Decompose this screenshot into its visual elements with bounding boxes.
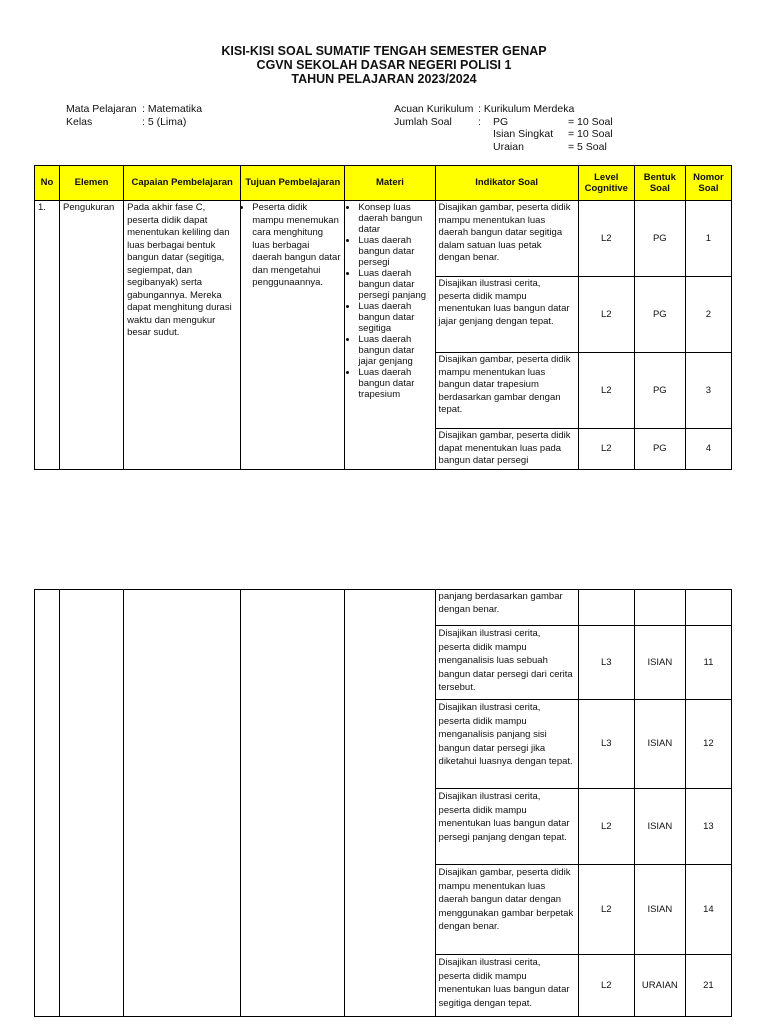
materi-item: • Luas daerah bangun datar trapesium [358, 367, 431, 400]
mapel-label: Mata Pelajaran [66, 103, 137, 115]
uraian-value: = 5 Soal [568, 140, 607, 153]
level-cell: L2 [578, 789, 634, 865]
indikator-cell: Disajikan ilustrasi cerita, peserta didik mampu menganalisis panjang sisi bangun datar persegi jika diketahui luasnya dengan tepat. [435, 700, 578, 789]
col-bentuk: Bentuk Soal [634, 166, 685, 201]
row-materi [345, 201, 435, 470]
row-tujuan [241, 201, 345, 470]
col-no: No [35, 166, 60, 201]
materi-item: • Luas daerah bangun datar persegi [358, 235, 431, 268]
kurikulum-label: Acuan Kurikulum [394, 103, 474, 115]
title-line-3: TAHUN PELAJARAN 2023/2024 [291, 72, 477, 86]
nomor-cell: 13 [685, 789, 731, 865]
col-nomor: Nomor Soal [685, 166, 731, 201]
nomor-cell: 21 [685, 955, 731, 1017]
nomor-cell: 2 [685, 277, 731, 353]
row-materi [345, 590, 435, 1017]
bentuk-cell: PG [634, 353, 685, 429]
table-header-row [35, 166, 732, 201]
col-level: Level Cognitive [578, 166, 634, 201]
nomor-cell [685, 590, 731, 626]
col-tujuan: Tujuan Pembelajaran [241, 166, 345, 201]
curriculum-info [394, 103, 613, 153]
bentuk-cell: ISIAN [634, 789, 685, 865]
level-cell: L2 [578, 201, 634, 277]
row-no: 1. [35, 201, 60, 470]
kisi-kisi-table [34, 165, 732, 470]
indikator-cell: Disajikan gambar, peserta didik dapat menentukan luas pada bangun datar persegi [435, 429, 578, 470]
indikator-cell: Disajikan ilustrasi cerita, peserta didik mampu menganalisis luas sebuah bangun datar persegi dari cerita tersebut. [435, 626, 578, 700]
bentuk-cell: ISIAN [634, 626, 685, 700]
indikator-cell: Disajikan gambar, peserta didik mampu menentukan luas daerah bangun datar segitiga dalam satuan luas petak dengan benar. [435, 201, 578, 277]
bentuk-cell: PG [634, 277, 685, 353]
bentuk-cell: PG [634, 201, 685, 277]
nomor-cell: 1 [685, 201, 731, 277]
title-line-2: CGVN SEKOLAH DASAR NEGERI POLISI 1 [256, 58, 512, 72]
nomor-cell: 4 [685, 429, 731, 470]
row-no [35, 590, 60, 1017]
nomor-cell: 14 [685, 865, 731, 955]
materi-item: • Luas daerah bangun datar persegi panjang [358, 268, 431, 301]
isian-value: = 10 Soal [568, 128, 613, 140]
indikator-cell: Disajikan ilustrasi cerita, peserta didik mampu menentukan luas bangun datar persegi panjang dengan tepat. [435, 789, 578, 865]
level-cell: L2 [578, 353, 634, 429]
level-cell: L3 [578, 626, 634, 700]
tujuan-item: • Peserta didik mampu menemukan cara menghitung luas berbagai daerah bangun datar dan mengetahui penggunaannya. [252, 202, 341, 290]
level-cell: L2 [578, 429, 634, 470]
title-line-1: KISI-KISI SOAL SUMATIF TENGAH SEMESTER GENAP [221, 44, 547, 58]
col-indikator: Indikator Soal [435, 166, 578, 201]
kelas-label: Kelas [66, 115, 93, 128]
table-row [35, 201, 732, 277]
uraian-label: Uraian [493, 140, 524, 153]
row-capaian: Pada akhir fase C, peserta didik dapat menentukan keliling dan luas berbagai bentuk bangun datar (segitiga, segiempat, dan segibanyak) serta gabungannya. Mereka dapat menghitung durasi waktu dan mengukur besar sudut. [124, 201, 241, 470]
row-tujuan [241, 590, 345, 1017]
bentuk-cell: ISIAN [634, 865, 685, 955]
pg-value: = 10 Soal [568, 115, 613, 128]
pg-label: PG [493, 115, 509, 128]
materi-item: • Luas daerah bangun datar segitiga [358, 301, 431, 334]
nomor-cell: 3 [685, 353, 731, 429]
nomor-cell: 11 [685, 626, 731, 700]
materi-item: • Konsep luas daerah bangun datar [358, 202, 431, 235]
col-elemen: Elemen [60, 166, 124, 201]
isian-label: Isian Singkat [493, 128, 554, 140]
mapel-value: : Matematika [142, 103, 203, 115]
bentuk-cell: PG [634, 429, 685, 470]
col-capaian: Capaian Pembelajaran [124, 166, 241, 201]
indikator-cell: Disajikan gambar, peserta didik mampu menentukan luas bangun datar trapesium berdasarkan gambar dengan tepat. [435, 353, 578, 429]
row-capaian [124, 590, 241, 1017]
kurikulum-value: : Kurikulum Merdeka [478, 103, 575, 115]
level-cell: L2 [578, 277, 634, 353]
indikator-cell: panjang berdasarkan gambar dengan benar. [435, 590, 578, 626]
col-materi: Materi [345, 166, 435, 201]
jumlah-sep: : [478, 115, 481, 128]
kisi-kisi-table-continued [34, 589, 732, 1017]
row-elemen: Pengukuran [60, 201, 124, 470]
kelas-value: : 5 (Lima) [142, 115, 187, 128]
subject-info [66, 103, 202, 128]
bentuk-cell [634, 590, 685, 626]
nomor-cell: 12 [685, 700, 731, 789]
indikator-cell: Disajikan ilustrasi cerita, peserta didik mampu menentukan luas bangun datar jajar genjang dengan tepat. [435, 277, 578, 353]
document-title [0, 44, 768, 86]
bentuk-cell: ISIAN [634, 700, 685, 789]
indikator-cell: Disajikan ilustrasi cerita, peserta didik mampu menentukan luas bangun datar segitiga dengan tepat. [435, 955, 578, 1017]
level-cell [578, 590, 634, 626]
level-cell: L2 [578, 865, 634, 955]
level-cell: L3 [578, 700, 634, 789]
materi-item: • Luas daerah bangun datar jajar genjang [358, 334, 431, 367]
jumlah-label: Jumlah Soal [394, 115, 452, 128]
bentuk-cell: URAIAN [634, 955, 685, 1017]
indikator-cell: Disajikan gambar, peserta didik mampu menentukan luas daerah bangun datar dengan menggunakan gambar berpetak dengan benar. [435, 865, 578, 955]
table-row [35, 590, 732, 626]
level-cell: L2 [578, 955, 634, 1017]
row-elemen [60, 590, 124, 1017]
